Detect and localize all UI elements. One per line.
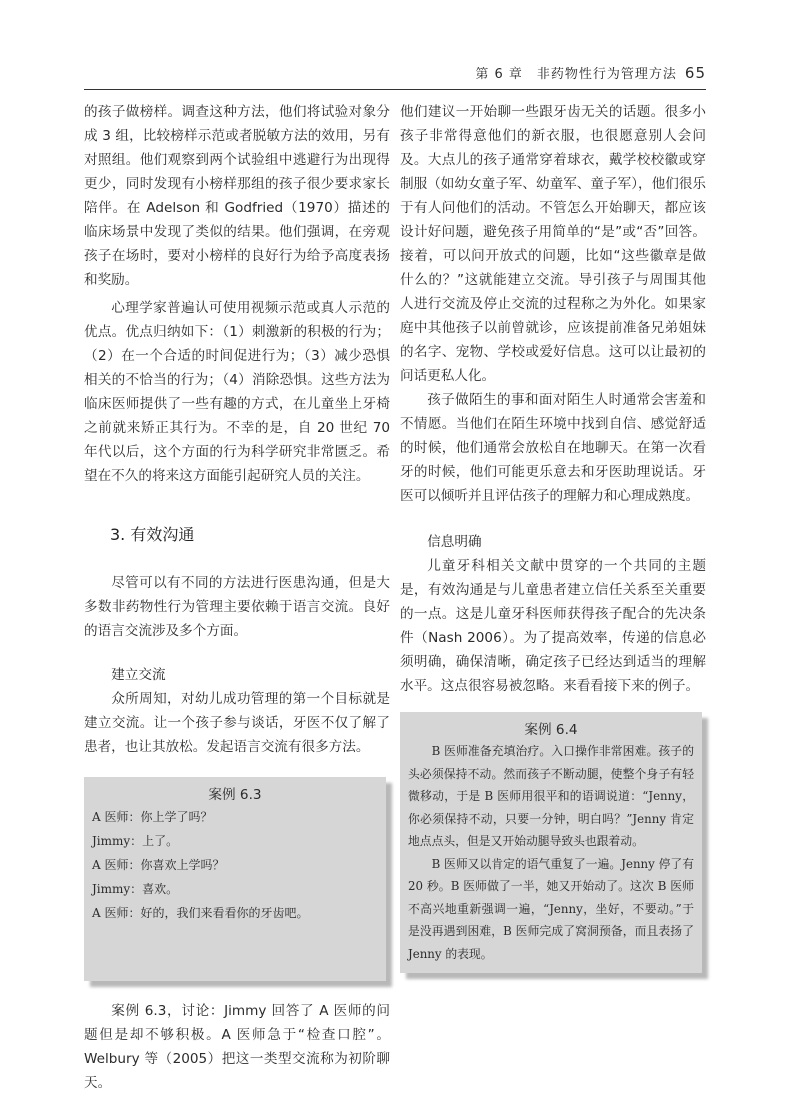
left-column xyxy=(84,100,390,1095)
page-number: 65 xyxy=(684,64,706,82)
dialogue-line: Jimmy：喜欢。 xyxy=(92,882,179,896)
chapter-title: 第 6 章 非药物性行为管理方法 xyxy=(475,67,677,82)
paragraph: 案例 6.3，讨论：Jimmy 回答了 A 医师的问题但是却不够积极。A 医师急于“检查口腔”。Welbury 等（2005）把这一类型交流称为初阶聊天。 xyxy=(84,1003,390,1091)
dialogue-line: A 医师：你上学了吗？ xyxy=(92,810,213,824)
running-header xyxy=(84,55,706,90)
paragraph: 心理学家普遍认可使用视频示范或真人示范的优点。优点归纳如下：（1）刺激新的积极的行为；（2）在一个合适的时间促进行为；（3）减少恐惧相关的不恰当的行为；（4）消除恐惧。这些方法为临床医师提供了一些有趣的方式，在儿童坐上牙椅之前就来矫正其行为。不幸的是，自 20 世纪 70 年代以后，这个方面的行为科学研究非常匮乏。希望在不久的将来这方面能引起研究人员的关注。 xyxy=(84,300,390,484)
right-column xyxy=(400,100,706,973)
paragraph: 众所周知，对幼儿成功管理的第一个目标就是建立交流。让一个孩子参与谈话，牙医不仅了解了患者，也让其放松。发起语言交流有很多方法。 xyxy=(84,691,390,755)
header-text xyxy=(475,63,706,82)
section-heading: 3. 有效沟通 xyxy=(110,525,195,544)
case-box xyxy=(400,712,702,973)
paragraph: 儿童牙科相关文献中贯穿的一个共同的主题是，有效沟通是与儿童患者建立信任关系至关重要的一点。这是儿童牙科医师获得孩子配合的先决条件（Nash 2006）。为了提高效率，传递的信息必须明确，确保清晰，确定孩子已经达到适当的理解水平。这点很容易被忽略。来看看接下来的例子。 xyxy=(400,558,706,694)
subheading: 建立交流 xyxy=(111,667,166,683)
case-title: 案例 6.3 xyxy=(208,787,262,803)
paragraph: 的孩子做榜样。调查这种方法，他们将试验对象分成 3 组，比较榜样示范或者脱敏方法的效用，另有对照组。他们观察到两个试验组中逃避行为出现得更少，同时发现有小榜样那组的孩子很少要求家长陪伴。在 Adelson 和 Godfried（1970）描述的临床场景中发现了类似的结果。他们强调，在旁观孩子在场时，要对小榜样的良好行为给予高度表扬和奖励。 xyxy=(84,104,390,288)
case-paragraph: B 医师又以肯定的语气重复了一遍。Jenny 停了有 20 秒。B 医师做了一半，她又开始动了。这次 B 医师不高兴地重新强调一遍，“Jenny，坐好，不要动。”于是没再遇到困难，B 医师完成了窝洞预备，而且表扬了 Jenny 的表现。 xyxy=(408,856,694,961)
case-paragraph: B 医师准备充填治疗。入口操作非常困难。孩子的头必须保持不动。然而孩子不断动腿，使整个身子有轻微移动，于是 B 医师用很平和的语调说道：“Jenny，你必须保持不动，只要一分钟，明白吗？”Jenny 肯定地点点头，但是又开始动腿导致头也跟着动。 xyxy=(408,744,694,848)
dialogue-line: A 医师：你喜欢上学吗？ xyxy=(92,858,225,872)
dialogue-line: A 医师：好的，我们来看看你的牙齿吧。 xyxy=(92,906,309,920)
case-title: 案例 6.4 xyxy=(524,722,578,738)
case-box xyxy=(84,777,386,981)
paragraph: 尽管可以有不同的方法进行医患沟通，但是大多数非药物性行为管理主要依赖于语言交流。良好的语言交流涉及多个方面。 xyxy=(84,575,390,639)
paragraph: 他们建议一开始聊一些跟牙齿无关的话题。很多小孩子非常得意他们的新衣服，也很愿意别人会问及。大点儿的孩子通常穿着球衣，戴学校校徽或穿制服（如幼女童子军、幼童军、童子军），他们很乐于有人问他们的活动。不管怎么开始聊天，都应该设计好问题，避免孩子用简单的“是”或“否”回答。接着，可以问开放式的问题，比如“这些徽章是做什么的？”这就能建立交流。导引孩子与周围其他人进行交流及停止交流的过程称之为外化。如果家庭中其他孩子以前曾就诊，应该提前准备兄弟姐妹的名字、宠物、学校或爱好信息。这可以让最初的问话更私人化。 xyxy=(400,104,706,384)
paragraph: 孩子做陌生的事和面对陌生人时通常会害羞和不情愿。当他们在陌生环境中找到自信、感觉舒适的时候，他们通常会放松自在地聊天。在第一次看牙的时候，他们可能更乐意去和牙医助理说话。牙医可以倾听并且评估孩子的理解力和心理成熟度。 xyxy=(400,392,706,504)
dialogue-line: Jimmy：上了。 xyxy=(92,834,179,848)
subheading: 信息明确 xyxy=(427,534,482,550)
